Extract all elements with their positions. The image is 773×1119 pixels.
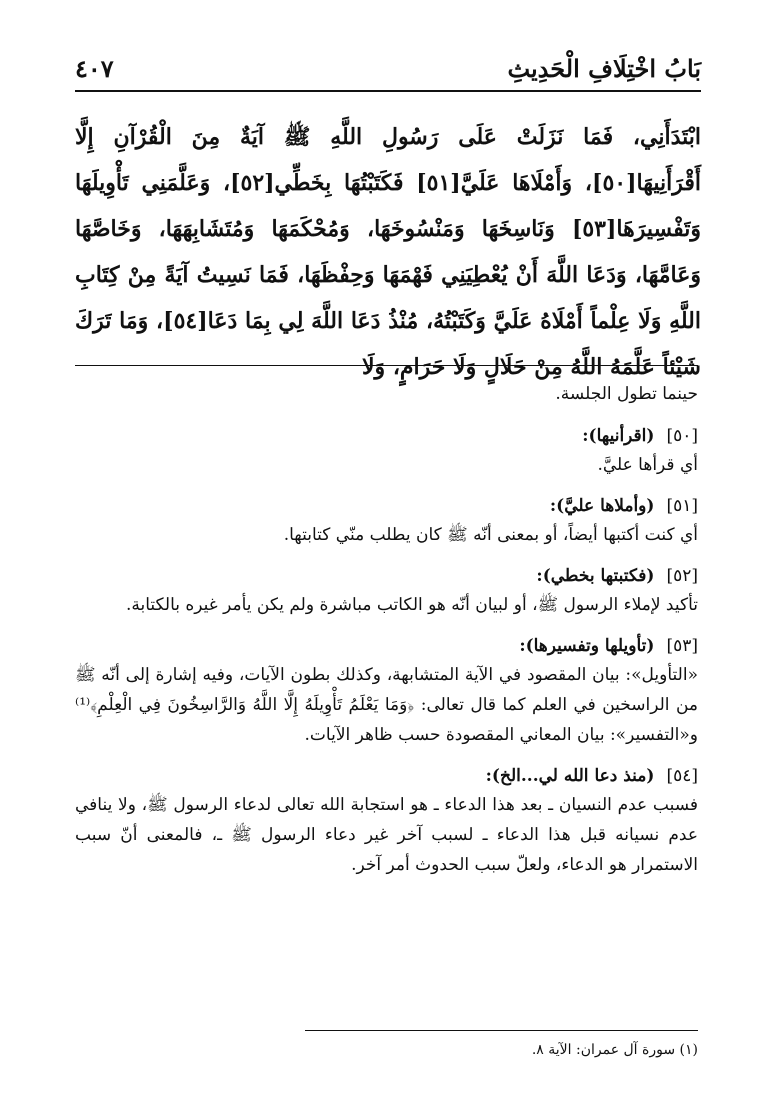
- note-body: تأكيد لإملاء الرسول ﷺ، أو لبيان أنّه هو الكاتب مباشرة ولم يكن يأمر غيره بالكتابة.: [125, 595, 698, 615]
- notes-separator: [75, 365, 698, 366]
- note-body: «التأويل»: بيان المقصود في الآية المتشابهة، وكذلك بطون الآيات، وفيه إشارة إلى أنّه ﷺ من الراسخين في العلم كما قال تعالى: ﴿وَمَا يَعْلَمُ تَأْوِيلَهُ إِلَّا اللَّهُ وَالرَّاسِخُونَ فِي الْعِلْمِ﴾⁽¹⁾ و«التفسير»: بيان المعاني المقصودة حسب ظاهر الآيات.: [75, 665, 698, 745]
- note-body: أي قرأها عليَّ.: [597, 455, 698, 475]
- note-heading: [75, 422, 698, 450]
- note-number: [٥٤]: [666, 766, 698, 786]
- continuation-text: حينما تطول الجلسة.: [555, 384, 698, 404]
- note-title: (اقرأنيها):: [582, 426, 655, 446]
- commentary-section: [75, 380, 698, 892]
- header-rule: [75, 90, 701, 92]
- note-title: (وأملاها عليَّ):: [549, 496, 655, 516]
- page-header: [75, 46, 701, 86]
- note-heading: [75, 562, 698, 590]
- note-body: أي كنت أكتبها أيضاً، أو بمعنى أنّه ﷺ كان يطلب منّي كتابتها.: [283, 525, 698, 545]
- note-heading: [75, 632, 698, 660]
- note-heading: [75, 762, 698, 790]
- note-item: [75, 422, 698, 480]
- chapter-title: بَابُ اخْتِلَافِ الْحَدِيثِ: [507, 54, 701, 83]
- note-title: (فكتبتها بخطي):: [536, 566, 655, 586]
- note-number: [٥٢]: [666, 566, 698, 586]
- note-item: [75, 632, 698, 750]
- main-text: ابْتَدَأَنِي، فَمَا نَزَلَتْ عَلَى رَسُولِ اللَّهِ ﷺ آيَةٌ مِنَ الْقُرْآنِ إِلَّا أَقْرَأَنِيهَا[٥٠]، وَأَمْلَاهَا عَلَيَّ[٥١] فَكَتَبْتُهَا بِخَطِّي[٥٢]، وَعَلَّمَنِي تَأْوِيلَهَا وَتَفْسِيرَهَا[٥٣] وَنَاسِخَهَا وَمَنْسُوخَهَا، وَمُحْكَمَهَا وَمُتَشَابِهَهَا، وَخَاصَّهَا وَعَامَّهَا، وَدَعَا اللَّهَ أَنْ يُعْطِيَنِي فَهْمَهَا وَحِفْظَهَا، فَمَا نَسِيتُ آيَةً مِنْ كِتَابِ اللَّهِ وَلَا عِلْماً أَمْلَاهُ عَلَيَّ وَكَتَبْتُهُ، مُنْذُ دَعَا اللَّهَ لِي بِمَا دَعَا[٥٤]، وَمَا تَرَكَ شَيْئاً عَلَّمَهُ اللَّهُ مِنْ حَلَالٍ وَلَا حَرَامٍ، وَلَا: [75, 124, 701, 380]
- footnote: (١) سورة آل عمران: الآية ٨.: [531, 1042, 698, 1058]
- note-title: (منذ دعا الله لي...الخ):: [485, 766, 655, 786]
- note-number: [٥٠]: [666, 426, 698, 446]
- page-number: ٤٠٧: [75, 54, 114, 83]
- note-item: [75, 492, 698, 550]
- note-body: فسبب عدم النسيان ـ بعد هذا الدعاء ـ هو استجابة الله تعالى لدعاء الرسول ﷺ، ولا ينافي عدم نسيانه قبل هذا الدعاء ـ لسبب آخر غير دعاء الرسول ﷺ ـ، فالمعنى أنّ سبب الاستمرار هو الدعاء، ولعلّ سبب الحدوث أمر آخر.: [75, 795, 698, 875]
- note-item: [75, 762, 698, 880]
- footnote-separator: [305, 1030, 698, 1031]
- note-number: [٥٣]: [666, 636, 698, 656]
- note-number: [٥١]: [666, 496, 698, 516]
- note-heading: [75, 492, 698, 520]
- note-item: [75, 562, 698, 620]
- note-title: (تأويلها وتفسيرها):: [519, 636, 655, 656]
